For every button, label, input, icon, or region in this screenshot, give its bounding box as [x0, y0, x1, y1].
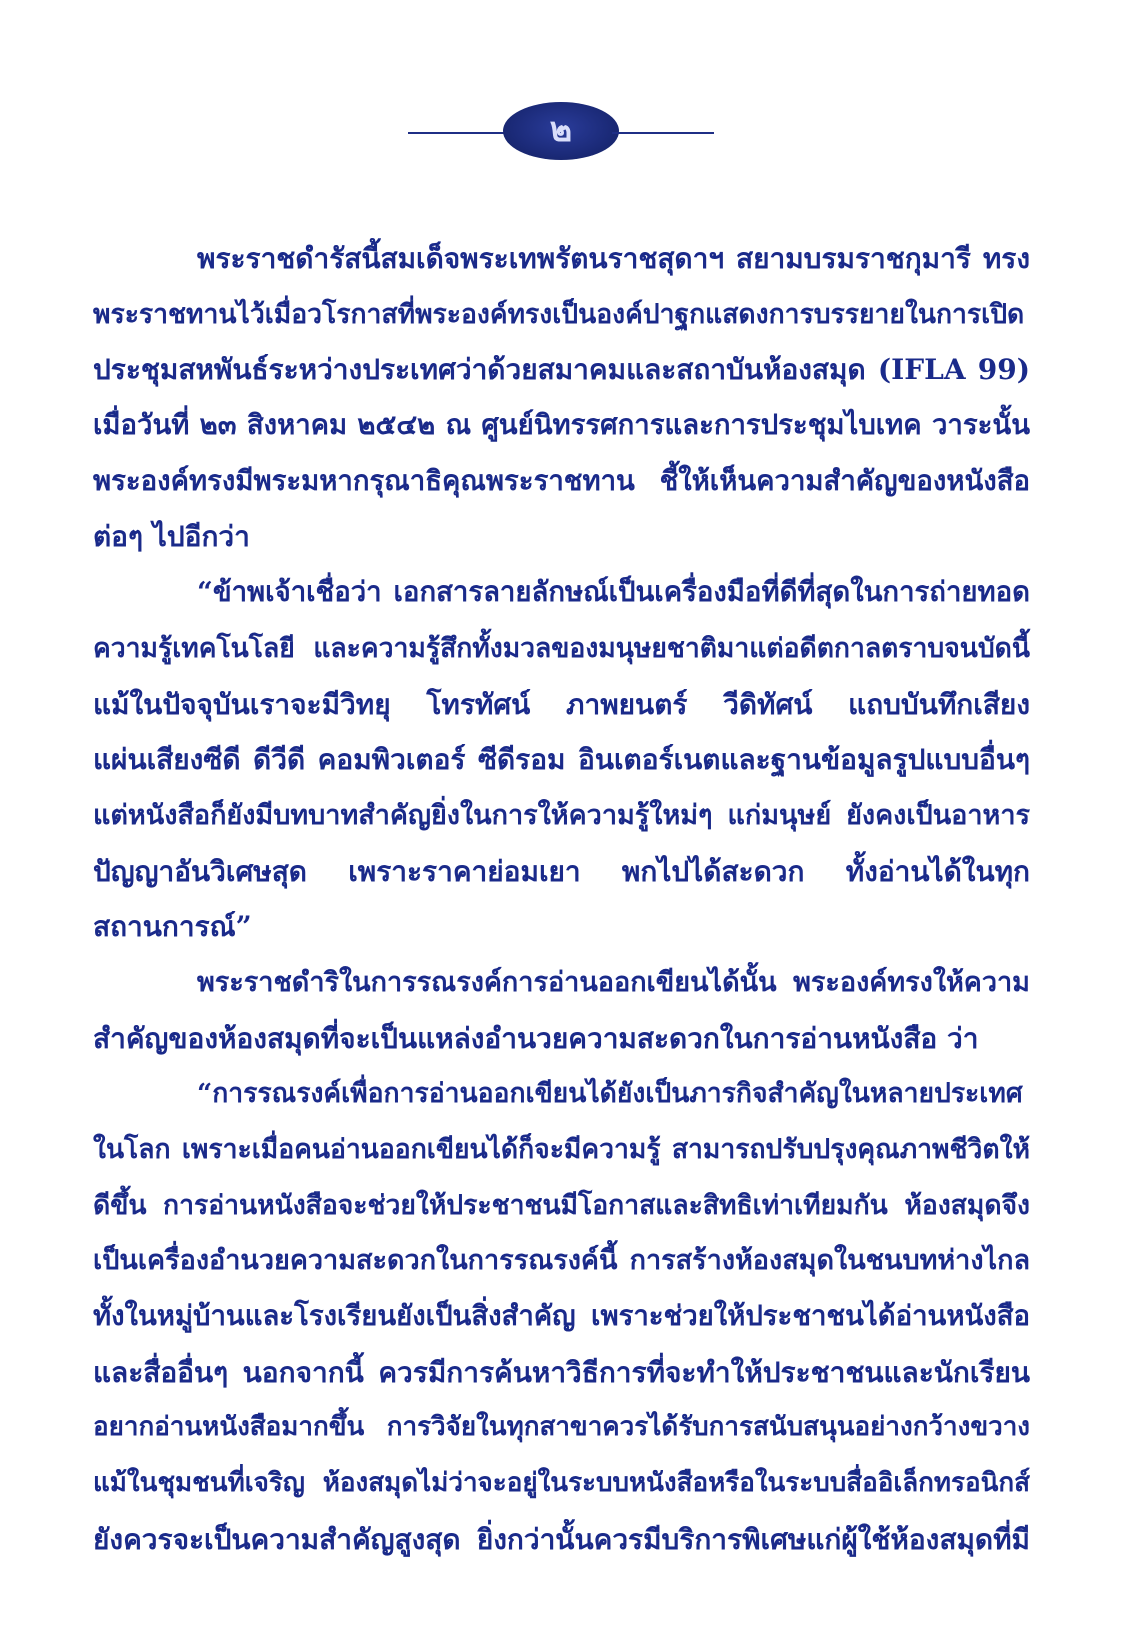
page-header [0, 96, 1127, 168]
text-line: พระราชทานไว้เมื่อวโรกาสที่พระองค์ทรงเป็นองค์ปาฐกแสดงการบรรยายในการเปิด [93, 298, 1025, 330]
page-number: ๒ [549, 110, 573, 150]
page-number-oval [503, 102, 619, 160]
text-line: “ข้าพเจ้าเชื่อว่า เอกสารลายลักษณ์เป็นเครื่องมือที่ดีที่สุดในการถ่ายทอด [197, 576, 1030, 609]
text-line: ทั้งในหมู่บ้านและโรงเรียนยังเป็นสิ่งสำคัญ เพราะช่วยให้ประชาชนได้อ่านหนังสือ [93, 1300, 1030, 1333]
text-line: เมื่อวันที่ ๒๓ สิงหาคม ๒๕๔๒ ณ ศูนย์นิทรรศการและการประชุมไบเทค วาระนั้น [93, 409, 1030, 442]
header-rule-right [612, 132, 714, 134]
body-text [93, 231, 1030, 1568]
text-line: ยังควรจะเป็นความสำคัญสูงสุด ยิ่งกว่านั้นควรมีบริการพิเศษแก่ผู้ใช้ห้องสมุดที่มี [93, 1522, 1030, 1556]
text-line: และสื่ออื่นๆ นอกจากนี้ ควรมีการค้นหาวิธีการที่จะทำให้ประชาชนและนักเรียน [93, 1355, 1030, 1389]
text-line: พระราชดำริในการรณรงค์การอ่านออกเขียนได้นั้น พระองค์ทรงให้ความ [197, 966, 1030, 998]
text-line: ในโลก เพราะเมื่อคนอ่านออกเขียนได้ก็จะมีความรู้ สามารถปรับปรุงคุณภาพชีวิตให้ [93, 1134, 1030, 1165]
text-line: “การรณรงค์เพื่อการอ่านออกเขียนได้ยังเป็นภารกิจสำคัญในหลายประเทศ [197, 1078, 1023, 1110]
text-line: ประชุมสหพันธ์ระหว่างประเทศว่าด้วยสมาคมและสถาบันห้องสมุด (IFLA 99) [93, 353, 1030, 387]
text-line: สถานการณ์” [93, 910, 252, 944]
text-line: พระองค์ทรงมีพระมหากรุณาธิคุณพระราชทาน ชี้ให้เห็นความสำคัญของหนังสือ [93, 464, 1030, 497]
text-line: ความรู้เทคโนโลยี และความรู้สึกทั้งมวลของมนุษยชาติมาแต่อดีตกาลตราบจนบัดนี้ [93, 632, 1030, 664]
text-line: แผ่นเสียงซีดี ดีวีดี คอมพิวเตอร์ ซีดีรอม อินเตอร์เนตและฐานข้อมูลรูปแบบอื่นๆ [93, 743, 1030, 777]
header-rule-left [408, 132, 510, 134]
text-line: พระราชดำรัสนี้สมเด็จพระเทพรัตนราชสุดาฯ สยามบรมราชกุมารี ทรง [197, 242, 1030, 275]
text-line: ปัญญาอันวิเศษสุด เพราะราคาย่อมเยา พกไปได้สะดวก ทั้งอ่านได้ในทุก [93, 854, 1030, 888]
text-line: ดีขึ้น การอ่านหนังสือจะช่วยให้ประชาชนมีโอกาสและสิทธิเท่าเทียมกัน ห้องสมุดจึง [93, 1189, 1030, 1221]
text-line: แต่หนังสือก็ยังมีบทบาทสำคัญยิ่งในการให้ความรู้ใหม่ๆ แก่มนุษย์ ยังคงเป็นอาหาร [93, 799, 1030, 831]
text-line: แม้ในชุมชนที่เจริญ ห้องสมุดไม่ว่าจะอยู่ในระบบหนังสือหรือในระบบสื่ออิเล็กทรอนิกส์ [93, 1468, 1030, 1499]
text-line: สำคัญของห้องสมุดที่จะเป็นแหล่งอำนวยความสะดวกในการอ่านหนังสือ ว่า [93, 1021, 979, 1055]
text-line: ต่อๆ ไปอีกว่า [93, 520, 250, 554]
text-line: เป็นเครื่องอำนวยความสะดวกในการรณรงค์นี้ การสร้างห้องสมุดในชนบทห่างไกล [93, 1245, 1030, 1277]
text-line: แม้ในปัจจุบันเราจะมีวิทยุ โทรทัศน์ ภาพยนตร์ วีดิทัศน์ แถบบันทึกเสียง [93, 687, 1030, 721]
text-line: อยากอ่านหนังสือมากขึ้น การวิจัยในทุกสาขาควรได้รับการสนับสนุนอย่างกว้างขวาง [93, 1412, 1030, 1443]
